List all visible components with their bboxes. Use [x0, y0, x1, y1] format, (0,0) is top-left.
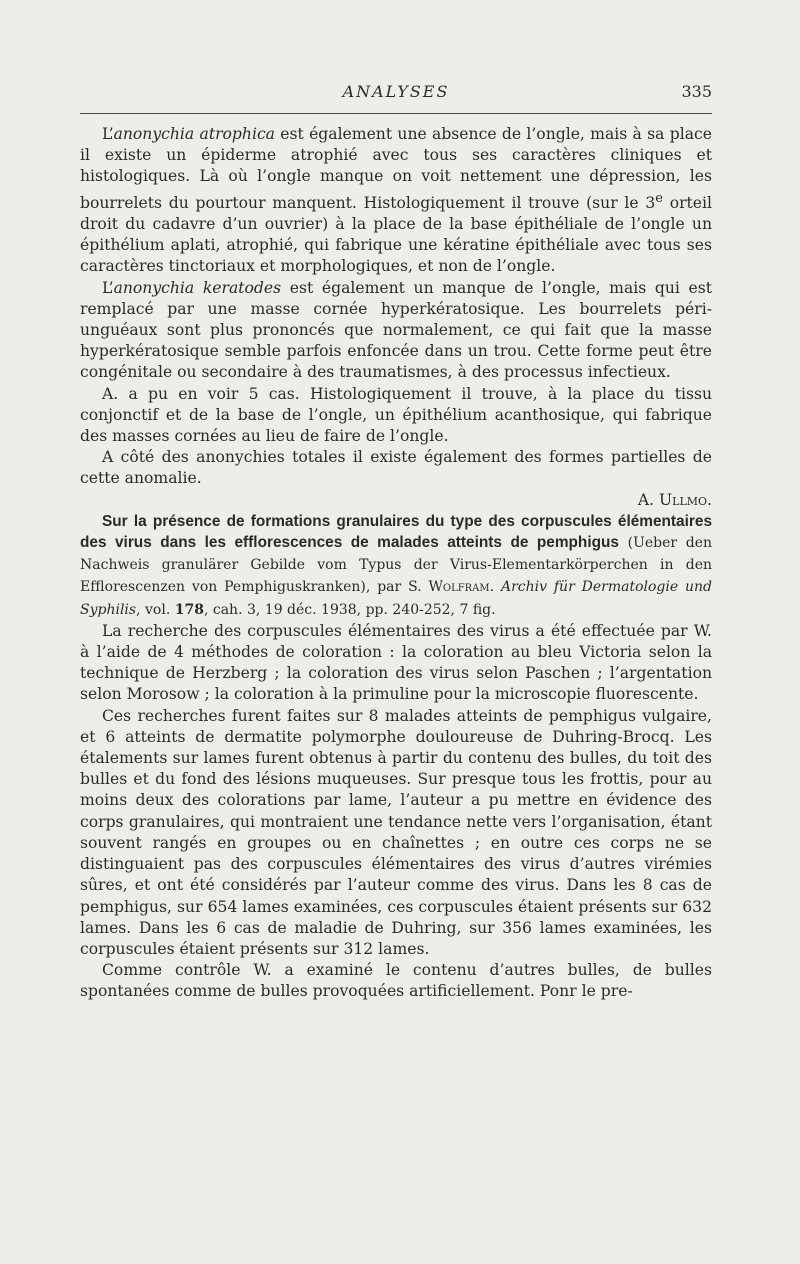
paragraph-methods: La recherche des corpuscules élémentaires des virus a été effectuée par W. à l’aide de 4 méthodes de coloration : la coloration au bleu Victoria selon la technique de Herzberg ; la coloration des virus selon Paschen ; l’argentation selon Morosow ; la coloration à la primuline pour la microscopie fluorescente.: [80, 621, 712, 704]
paragraph-anonychia-atrophica: L’anonychia atrophica est également une absence de l’ongle, mais à sa place il existe un épiderme atrophié avec tous ses caractères cliniques et histologiques. Là où l’ongle manque on voit nettement une dépression, les bourrelets du pourtour manquent. Histologiquement il trouve (sur le 3e orteil droit du cadavre d’un ouvrier) à la place de la base épithéliale de l’ongle un épithélium aplati, atrophié, qui fabrique une kératine épithéliale avec tous ses caractères tinctoriaux et morphologiques, et non de l’ongle.: [80, 125, 712, 276]
signature: A. Ullmo.: [637, 490, 712, 509]
header-rule: [80, 113, 712, 114]
running-title: ANALYSES: [342, 82, 450, 101]
paragraph-anonychia-keratodes: L’anonychia keratodes est également un manque de l’ongle, mais qui est remplacé par une masse cornée hyperkératosique. Les bourrelets péri-unguéaux sont plus prononcés que normalement, ce qui fait que la masse hyperkératosique semble parfois enfoncée dans un trou. Cette forme peut être congénitale ou secondaire à des traumatismes, à des processus infectieux.: [80, 278, 712, 382]
journal-name: Archiv für Dermatologie und Syphilis: [80, 579, 713, 618]
citation-details: , cah. 3, 19 déc. 1938, pp. 240-252, 7 fig.: [203, 601, 496, 618]
page-header: [80, 82, 712, 112]
article-heading: Sur la présence de formations granulaires du type des corpuscules élémentaires des virus dans les efflorescences de malades atteints de pemphigus (Ueber den Nachweis granulärer Gebilde vom Typus der Virus-Elementarkörperchen in den Efflorescenzen von Pemphiguskranken), par S. Wolfram. Archiv für Dermatologie und Syphilis, vol. 178, cah. 3, 19 déc. 1938, pp. 240-252, 7 fig.: [80, 512, 713, 618]
term-anonychia-atrophica: anonychia atrophica: [113, 125, 275, 143]
term-anonychia-keratodes: anonychia keratodes: [113, 278, 282, 297]
article-title: Sur la présence de formations granulaires du type des corpuscules élémentaires des virus dans les efflorescences de malades atteints de pemphigus: [80, 512, 712, 552]
paragraph-results: Ces recherches furent faites sur 8 malades atteints de pemphigus vulgaire, et 6 atteints de dermatite polymorphe douloureuse de Duhring-Brocq. Les étalements sur lames furent obtenus à partir du contenu des bulles, du toit des bulles et du fond des lésions muqueuses. Sur presque tous les frottis, pour au moins deux des colorations par lame, l’auteur a pu mettre en évidence des corps granulaires, qui montraient une tendance nette vers l’organisation, étant souvent rangés en groupes ou en chaînettes ; en outre ces corps ne se distinguaient pas des corpuscules élémentaires des virus d’autres virémies sûres, et ont été considérés par l’auteur comme des virus. Dans les 8 cas de pemphigus, sur 654 lames examinées, ces corpuscules étaient présents sur 632 lames. Dans les 6 cas de maladie de Duhring, sur 356 lames examinées, les corpuscules étaient présents sur 312 lames.: [80, 706, 712, 958]
page-number: 335: [681, 82, 712, 101]
paragraph-partial-forms: A côté des anonychies totales il existe également des formes partielles de cette anomalie.: [80, 448, 712, 488]
paragraph-cases: A. a pu en voir 5 cas. Histologiquement il trouve, à la place du tissu conjonctif et de la base de l’ongle, un épithélium acanthosique, qui fabrique des masses cornées au lieu de faire de l’ongle.: [80, 384, 712, 446]
journal-volume: 178: [174, 601, 204, 618]
page-body: [80, 124, 712, 1003]
original-title: (Ueber den Nachweis granulärer Gebilde vom Typus der Virus-Elementarkörperchen in den Efflorescenzen von Pemphiguskranken), par: [80, 535, 712, 596]
paragraph-controls: Comme contrôle W. a examiné le contenu d’autres bulles, de bulles spontanées comme de bulles provoquées artificiellement. Ponr le pre-: [80, 961, 712, 1001]
article-author: S. Wolfram.: [408, 579, 495, 596]
